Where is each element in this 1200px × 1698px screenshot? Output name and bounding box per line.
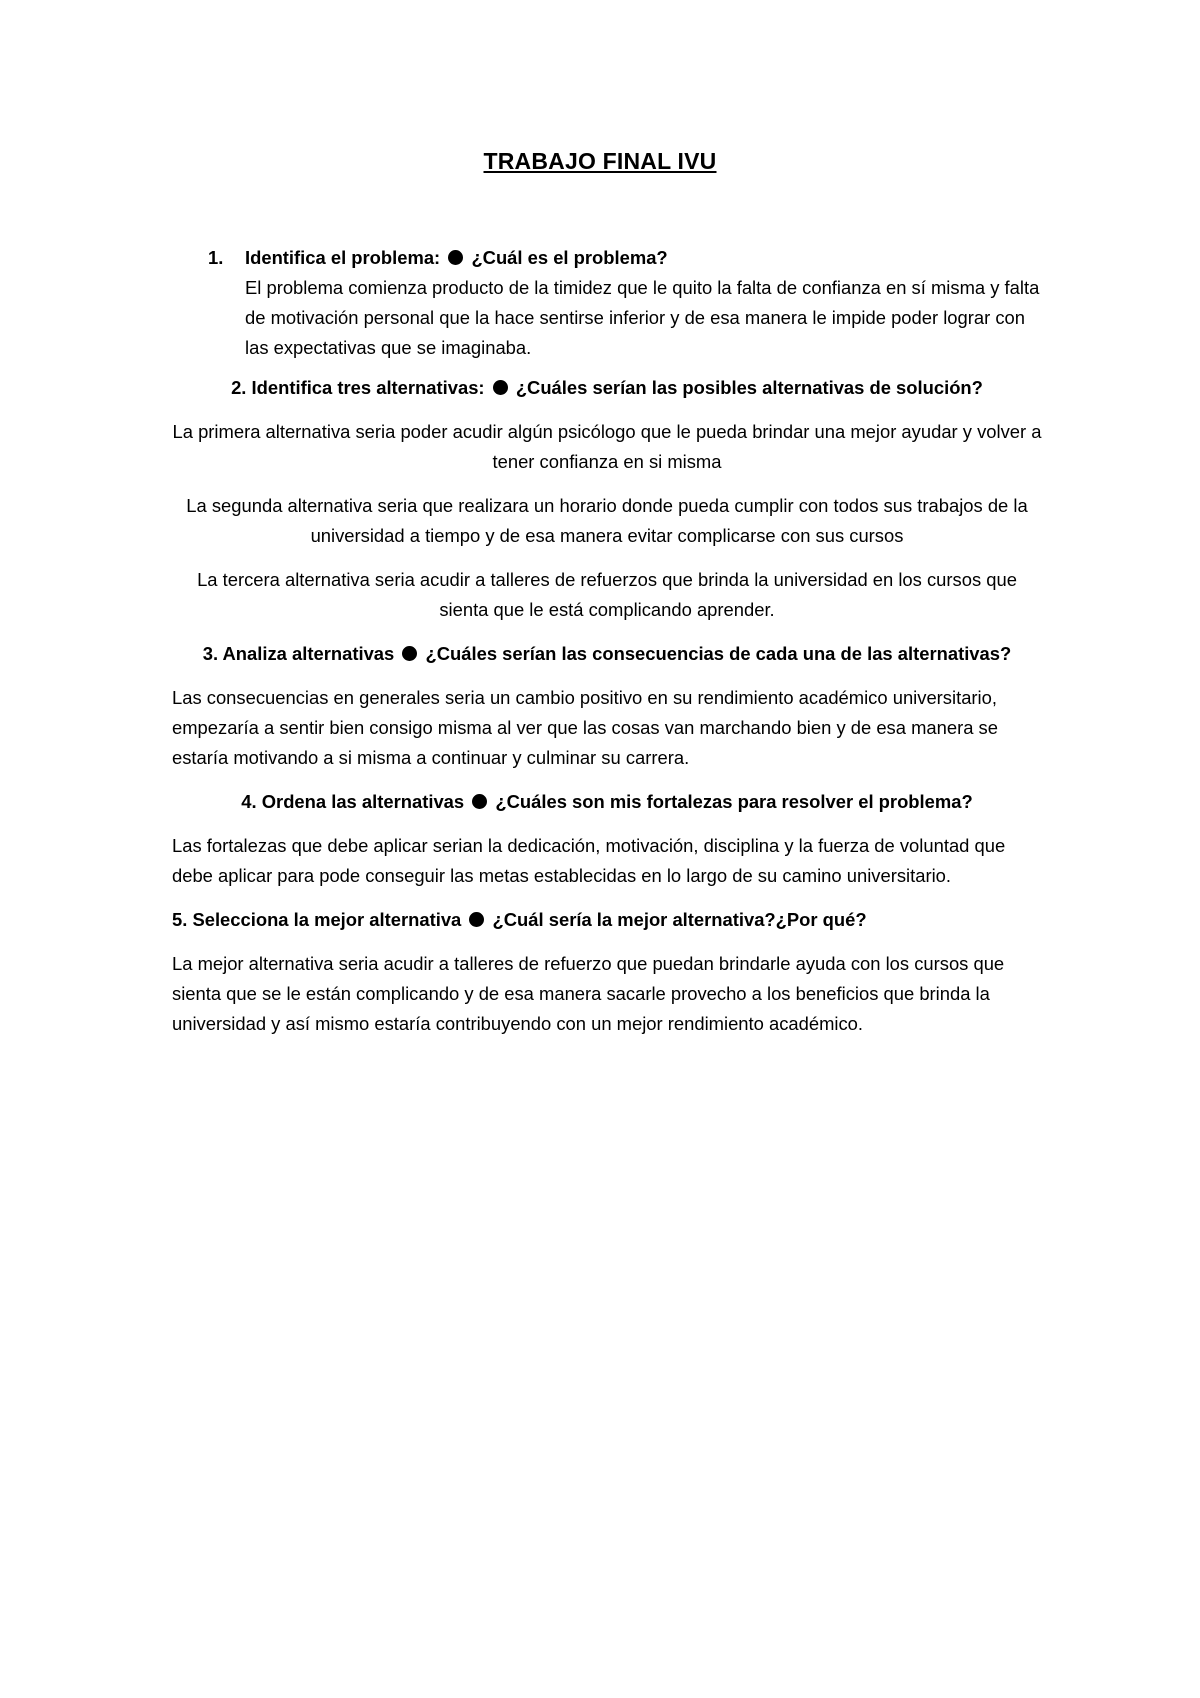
section-2-alternative-1: La primera alternativa seria poder acudir algún psicólogo que le pueda brindar una mejor ayudar y volver a tener confianza en si misma <box>172 421 1042 472</box>
section-5-heading-text: 5. Selecciona la mejor alternativa <box>172 909 462 930</box>
section-5-heading <box>172 905 1042 935</box>
section-4-heading <box>172 787 1042 817</box>
section-2-alternative-2: La segunda alternativa seria que realizara un horario donde pueda cumplir con todos sus trabajos de la universidad a tiempo y de esa manera evitar complicarse con sus cursos <box>186 495 1028 546</box>
black-circle-icon <box>469 912 484 927</box>
black-circle-icon <box>493 380 508 395</box>
document-title: TRABAJO FINAL IVU <box>483 148 717 174</box>
section-1-heading-text: Identifica el problema: <box>245 247 441 268</box>
section-2-heading <box>172 373 1042 403</box>
section-3-question: ¿Cuáles serían las consecuencias de cada una de las alternativas? <box>425 643 1012 664</box>
section-1-number: 1. <box>208 247 224 268</box>
section-1-question: ¿Cuál es el problema? <box>471 247 668 268</box>
section-5-answer: La mejor alternativa seria acudir a talleres de refuerzo que puedan brindarle ayuda con los cursos que sienta que se le están complicando y de esa manera sacarle provecho a los beneficios que brinda la universidad y así mismo estaría contribuyendo con un mejor rendimiento académico. <box>172 953 1005 1034</box>
section-5-question: ¿Cuál sería la mejor alternativa?¿Por qué? <box>492 909 867 930</box>
section-2-question: ¿Cuáles serían las posibles alternativas de solución? <box>515 377 983 398</box>
section-4-question: ¿Cuáles son mis fortalezas para resolver el problema? <box>495 791 973 812</box>
section-2-alternative-3: La tercera alternativa seria acudir a talleres de refuerzos que brinda la universidad en los cursos que sienta que le está complicando aprender. <box>197 569 1017 620</box>
black-circle-icon <box>448 250 463 265</box>
section-3-heading-text: 3. Analiza alternativas <box>202 643 395 664</box>
section-3-answer: Las consecuencias en generales seria un cambio positivo en su rendimiento académico universitario, empezaría a sentir bien consigo misma al ver que las cosas van marchando bien y de esa manera se estaría motivando a si misma a continuar y culminar su carrera. <box>172 687 998 768</box>
section-3-heading <box>172 639 1042 669</box>
section-4-answer: Las fortalezas que debe aplicar serian la dedicación, motivación, disciplina y la fuerza de voluntad que debe aplicar para pode conseguir las metas establecidas en lo largo de su camino universitario. <box>172 835 1006 886</box>
section-2-heading-text: 2. Identifica tres alternativas: <box>231 377 485 398</box>
section-1 <box>172 243 1042 363</box>
section-1-answer: El problema comienza producto de la timidez que le quito la falta de confianza en sí misma y falta de motivación personal que la hace sentirse inferior y de esa manera le impide poder lograr con las expectativas que se imaginaba. <box>245 277 1040 358</box>
black-circle-icon <box>472 794 487 809</box>
black-circle-icon <box>402 646 417 661</box>
section-1-heading <box>245 243 1042 273</box>
document-body <box>172 243 1042 1053</box>
section-4-heading-text: 4. Ordena las alternativas <box>241 791 465 812</box>
